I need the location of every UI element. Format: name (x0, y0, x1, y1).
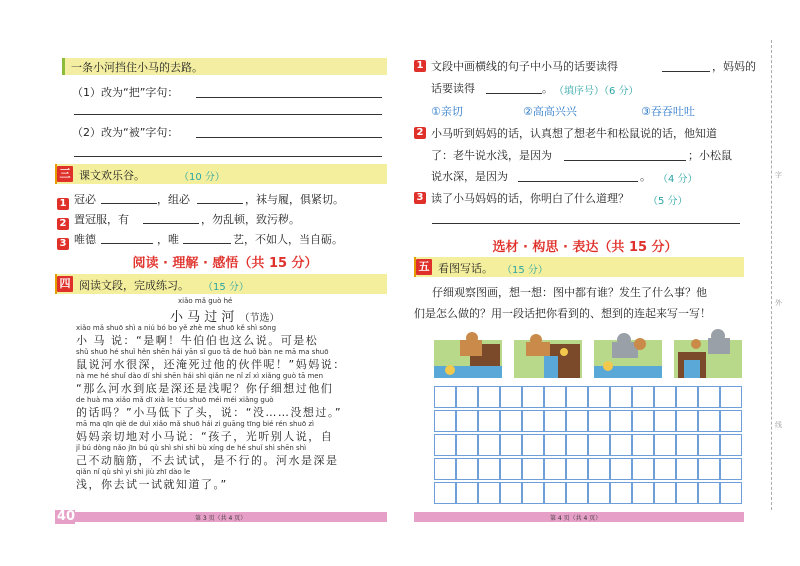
section-5-icon: 五 (416, 259, 432, 275)
section-5-header (414, 257, 744, 277)
grid-cell[interactable] (478, 386, 500, 408)
story-line-pinyin: xiǎo mǎ shuō shì a niú bó bo yě zhè me shuō kě shì sōng (76, 324, 277, 332)
panel-2 (514, 334, 582, 378)
story-line (76, 468, 386, 492)
grid-cell[interactable] (698, 410, 720, 432)
grid-cell[interactable] (522, 434, 544, 456)
grid-cell[interactable] (500, 410, 522, 432)
sec3-item-2-part-a: 置冠服，有 (74, 213, 129, 226)
grid-cell[interactable] (544, 434, 566, 456)
grid-cell[interactable] (632, 434, 654, 456)
grid-cell[interactable] (610, 386, 632, 408)
left-footer-bar (75, 512, 387, 522)
grid-cell[interactable] (720, 458, 742, 480)
side-mark-2: 外 (775, 299, 782, 307)
grid-cell[interactable] (676, 434, 698, 456)
sec3-item-3-blank-1[interactable] (101, 243, 153, 244)
grid-cell[interactable] (676, 410, 698, 432)
story-line-text: 的话吗？”小马低下了头，说：“没……没想过。” (76, 406, 343, 419)
story-line (76, 348, 386, 372)
grid-cell[interactable] (500, 458, 522, 480)
sec3-item-1-blank-1[interactable] (101, 203, 157, 204)
panel-4 (674, 329, 742, 378)
q2-rewrite-label: （2）改为“被”字句： (72, 126, 179, 139)
story-title-note: （节选） (239, 313, 280, 324)
section-4-score: （15 分） (203, 282, 249, 293)
section-4-icon: 四 (57, 276, 73, 292)
story-line-text: 妈妈亲切地对小马说：“孩子，光听别人说，自 (76, 430, 334, 443)
right-q3-answer-line[interactable] (432, 223, 740, 224)
grid-cell[interactable] (456, 386, 478, 408)
writing-grid[interactable] (434, 386, 742, 504)
right-q1-blank-1[interactable] (662, 71, 710, 72)
grid-cell[interactable] (478, 482, 500, 504)
side-mark-1: 字 (775, 171, 782, 179)
panel-1 (434, 332, 502, 378)
grid-cell[interactable] (566, 410, 588, 432)
story-title-row (170, 306, 310, 325)
grid-cell[interactable] (500, 434, 522, 456)
grid-cell[interactable] (500, 386, 522, 408)
right-q1-text-a: 文段中画横线的句子中小马的话要读得 (431, 60, 618, 73)
grid-cell[interactable] (588, 386, 610, 408)
right-footer-text: 第 4 页（共 4 页） (550, 515, 602, 522)
right-q3-score: （5 分） (648, 196, 688, 207)
story-line-pinyin: nà me hé shuǐ dào dǐ shì shēn hái shì qiǎn ne nǐ zǐ xì xiǎng guò tā men (76, 372, 324, 380)
grid-cell[interactable] (588, 482, 610, 504)
picture-panels (434, 326, 742, 378)
q1-rewrite-label: （1）改为“把”字句： (72, 86, 179, 99)
grid-cell[interactable] (698, 458, 720, 480)
section-3-title: 课文欢乐谷。 (79, 169, 145, 182)
story-line (76, 444, 386, 468)
grid-cell[interactable] (632, 386, 654, 408)
story-line (76, 372, 386, 396)
q1-answer-line-2[interactable] (74, 114, 382, 115)
right-q1-text-d: 。 (542, 82, 553, 95)
sec3-item-2 (57, 211, 387, 227)
right-q2-line3-a: 说水深，是因为 (431, 170, 508, 183)
intro-sentence-bar (62, 58, 387, 75)
section-3-header (55, 164, 387, 184)
sec3-item-1 (57, 191, 387, 207)
grid-cell[interactable] (720, 386, 742, 408)
grid-cell[interactable] (654, 410, 676, 432)
sec3-item-3 (57, 231, 387, 247)
grid-cell[interactable] (698, 482, 720, 504)
story-title-pinyin: xiǎo mǎ guò hé (178, 297, 233, 305)
right-q2-line2-a: 了：老牛说水浅，是因为 (431, 149, 552, 162)
grid-cell[interactable] (456, 482, 478, 504)
option-1[interactable]: ①亲切 (431, 105, 463, 118)
right-q2-blank-1[interactable] (564, 160, 686, 161)
grid-cell[interactable] (610, 458, 632, 480)
side-mark-3: 线 (775, 421, 782, 429)
sec3-item-1-part-b: ，组必 (157, 193, 190, 206)
sec3-item-2-blank-1[interactable] (143, 223, 199, 224)
sec3-item-2-part-b: ，勿乱顿，致污秽。 (201, 213, 300, 226)
right-q3 (414, 190, 764, 206)
story-line (76, 324, 386, 348)
right-q1-hint: （填序号）（6 分） (554, 86, 639, 97)
grid-cell[interactable] (632, 410, 654, 432)
story-line-text: 小 马 说：“是啊！牛伯伯也这么说。可是松 (76, 334, 319, 347)
right-q2-line2-b: ；小松鼠 (688, 149, 732, 162)
grid-cell[interactable] (566, 482, 588, 504)
right-q2-blank-2[interactable] (518, 181, 638, 182)
grid-cell[interactable] (544, 482, 566, 504)
writing-prompt-line-1: 仔细观察图画，想一想：图中都有谁？发生了什么事？他 (432, 286, 707, 299)
sec3-item-3-part-b: ，唯 (157, 233, 179, 246)
page-number: 40 (57, 509, 76, 524)
binding-line (771, 40, 772, 510)
grid-cell[interactable] (500, 482, 522, 504)
grid-cell[interactable] (632, 482, 654, 504)
grid-cell[interactable] (588, 410, 610, 432)
grid-cell[interactable] (698, 434, 720, 456)
grid-cell[interactable] (566, 386, 588, 408)
sec3-item-1-blank-2[interactable] (197, 203, 243, 204)
grid-cell[interactable] (544, 386, 566, 408)
sec3-item-2-number: 2 (57, 218, 69, 230)
option-3[interactable]: ③吞吞吐吐 (641, 105, 695, 118)
sec3-item-1-part-c: ，袜与履，俱紧切。 (245, 193, 344, 206)
story-line (76, 420, 386, 444)
right-q1-text-c: 话要读得 (431, 82, 475, 95)
right-q1-text-b: ，妈妈的 (712, 60, 756, 73)
grid-cell[interactable] (522, 386, 544, 408)
grid-cell[interactable] (434, 482, 456, 504)
grid-cell[interactable] (720, 410, 742, 432)
story-line-pinyin: mā ma qīn qiè de duì xiǎo mǎ shuō hái zi guāng tīng bié rén shuō zì (76, 420, 314, 428)
story-line-text: 浅，你去试一试就知道了。” (76, 478, 228, 491)
grid-cell[interactable] (588, 458, 610, 480)
grid-cell[interactable] (654, 482, 676, 504)
right-q1-options (431, 103, 761, 119)
right-footer-bar (414, 512, 744, 522)
writing-banner: 选材 · 构思 · 表达（共 15 分） (492, 240, 678, 255)
sec3-item-1-part-a: 冠必 (74, 193, 96, 206)
grid-cell[interactable] (434, 458, 456, 480)
right-q2 (414, 125, 764, 185)
grid-cell[interactable] (478, 434, 500, 456)
grid-cell[interactable] (698, 386, 720, 408)
grid-cell[interactable] (522, 482, 544, 504)
grid-cell[interactable] (610, 482, 632, 504)
story-line-pinyin: de huà ma xiǎo mǎ dī xià le tóu shuō méi méi xiǎng guò (76, 396, 274, 404)
q2-answer-line-2[interactable] (74, 156, 382, 157)
sec3-item-3-part-a: 唯德 (74, 233, 96, 246)
sec3-item-3-blank-2[interactable] (183, 243, 231, 244)
grid-cell[interactable] (566, 434, 588, 456)
right-q2-line3-b: 。 (640, 170, 651, 183)
option-2[interactable]: ②高高兴兴 (523, 105, 577, 118)
grid-cell[interactable] (676, 482, 698, 504)
grid-cell[interactable] (720, 434, 742, 456)
right-q2-score: （4 分） (658, 174, 698, 185)
grid-cell[interactable] (610, 410, 632, 432)
grid-cell[interactable] (654, 386, 676, 408)
grid-cell[interactable] (720, 482, 742, 504)
writing-prompt-line-2: 们是怎么做的？用一段话把你看到的、想到的连起来写一写！ (414, 307, 711, 320)
intro-sentence: 一条小河挡住小马的去路。 (71, 61, 203, 74)
story-line (76, 396, 386, 420)
section-4-header (55, 274, 387, 294)
section-4-title: 阅读文段，完成练习。 (79, 279, 189, 292)
grid-cell[interactable] (456, 410, 478, 432)
right-q3-number: 3 (414, 192, 426, 204)
picture-panels-svg (434, 326, 742, 378)
story-body (76, 324, 386, 492)
grid-cell[interactable] (654, 458, 676, 480)
section-3-icon: 三 (57, 166, 73, 182)
sec3-item-1-number: 1 (57, 198, 69, 210)
q1-answer-line-1[interactable] (196, 97, 382, 98)
story-title: 小 马 过 河 (170, 310, 235, 325)
q2-answer-line-1[interactable] (196, 137, 382, 138)
right-q1-blank-2[interactable] (486, 93, 542, 94)
reading-banner: 阅读 · 理解 · 感悟（共 15 分） (132, 256, 318, 271)
grid-cell[interactable] (588, 434, 610, 456)
section-5-score: （15 分） (502, 265, 548, 276)
story-line-text: 己不动脑筋，不去试试，是不行的。河水是深是 (76, 454, 339, 467)
sec3-item-3-part-c: 艺，不如人，当自砺。 (233, 233, 343, 246)
story-line-text: 鼠说河水很深，还淹死过他的伙伴呢！”妈妈说： (76, 358, 346, 371)
grid-cell[interactable] (676, 458, 698, 480)
section-5-title: 看图写话。 (438, 262, 493, 275)
story-line-pinyin: shǔ shuō hé shuǐ hěn shēn hái yān sǐ guo tā de huǒ bàn ne mā ma shuō (76, 348, 329, 356)
left-footer-text: 第 3 页（共 4 页） (195, 515, 247, 522)
grid-cell[interactable] (610, 434, 632, 456)
grid-cell[interactable] (434, 434, 456, 456)
story-line-pinyin: qiǎn nǐ qù shì yi shì jiù zhī dào le (76, 468, 191, 476)
section-3-score: （10 分） (179, 172, 225, 183)
grid-cell[interactable] (522, 458, 544, 480)
grid-cell[interactable] (522, 410, 544, 432)
story-line-text: “那么河水到底是深还是浅呢？你仔细想过他们 (76, 382, 334, 395)
grid-cell[interactable] (434, 410, 456, 432)
panel-3 (594, 333, 662, 378)
grid-cell[interactable] (676, 386, 698, 408)
grid-cell[interactable] (456, 434, 478, 456)
right-q3-text: 读了小马妈妈的话，你明白了什么道理？ (431, 192, 629, 205)
right-q2-number: 2 (414, 127, 426, 139)
grid-cell[interactable] (478, 458, 500, 480)
grid-cell[interactable] (544, 458, 566, 480)
story-line-pinyin: jǐ bú dòng nǎo jīn bú qù shì shi shì bù xíng de hé shuǐ shì shēn shì (76, 444, 307, 452)
grid-cell[interactable] (544, 410, 566, 432)
grid-cell[interactable] (478, 410, 500, 432)
sec3-item-3-number: 3 (57, 238, 69, 250)
grid-cell[interactable] (456, 458, 478, 480)
grid-cell[interactable] (434, 386, 456, 408)
right-q2-line1: 小马听到妈妈的话，认真想了想老牛和松鼠说的话，他知道 (431, 127, 717, 140)
grid-cell[interactable] (654, 434, 676, 456)
right-q1-number: 1 (414, 60, 426, 72)
grid-cell[interactable] (632, 458, 654, 480)
grid-cell[interactable] (566, 458, 588, 480)
